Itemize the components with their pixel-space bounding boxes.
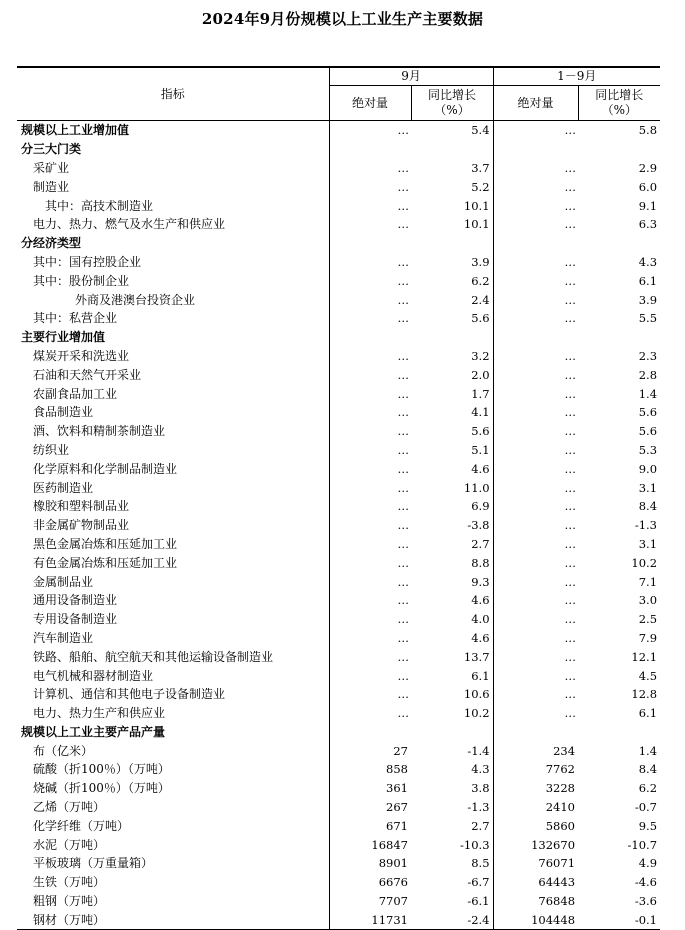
table-row xyxy=(17,328,660,347)
sep-absolute-cell: 16847 xyxy=(329,835,411,854)
jansep-absolute-cell: … xyxy=(493,459,578,478)
table-row xyxy=(17,572,660,591)
jansep-yoy-cell: 4.9 xyxy=(638,856,658,871)
table-row xyxy=(17,215,660,234)
jansep-absolute-cell: … xyxy=(493,535,578,554)
row-label: 乙烯（万吨） xyxy=(33,800,106,815)
jansep-yoy-cell: 9.5 xyxy=(638,818,658,833)
table-row xyxy=(17,591,660,610)
sep-yoy-cell: 3.2 xyxy=(471,348,490,363)
jansep-absolute-cell: 76848 xyxy=(493,892,578,911)
sep-yoy-cell: 6.9 xyxy=(471,499,490,514)
sep-absolute-cell: … xyxy=(329,253,411,272)
row-label: 有色金属冶炼和压延加工业 xyxy=(33,555,178,570)
row-label: 粗钢（万吨） xyxy=(33,894,106,909)
jansep-absolute-cell: … xyxy=(493,647,578,666)
row-label: 纺织业 xyxy=(33,442,70,457)
sep-absolute-cell: … xyxy=(329,553,411,572)
jansep-yoy-header: 同比增长 （%） xyxy=(578,86,660,121)
sep-absolute-cell: … xyxy=(329,365,411,384)
sep-absolute-cell: … xyxy=(329,666,411,685)
sep-yoy-cell: 8.5 xyxy=(471,856,490,871)
row-label: 煤炭开采和洗选业 xyxy=(33,348,130,363)
sep-yoy-cell: 6.1 xyxy=(471,668,490,683)
sep-absolute-cell: … xyxy=(329,610,411,629)
jansep-yoy-cell: 7.9 xyxy=(638,630,658,645)
jansep-yoy-cell: 12.1 xyxy=(631,649,658,664)
jansep-yoy-cell: 3.9 xyxy=(638,292,658,307)
sep-absolute-cell: … xyxy=(329,704,411,723)
jansep-yoy-cell: 3.1 xyxy=(638,536,658,551)
sep-absolute-cell xyxy=(329,723,411,742)
row-label: 布（亿米） xyxy=(33,743,94,758)
jansep-yoy-cell: 2.5 xyxy=(638,612,658,627)
jansep-yoy-cell: 5.6 xyxy=(638,405,658,420)
jansep-absolute-cell: … xyxy=(493,365,578,384)
sep-yoy-cell xyxy=(411,234,493,253)
table-row xyxy=(17,271,660,290)
row-label: 外商及港澳台投资企业 xyxy=(75,292,196,307)
row-label: 酒、饮料和精制茶制造业 xyxy=(33,424,166,439)
sep-yoy-cell: 3.7 xyxy=(471,160,490,175)
row-label: 橡胶和塑料制品业 xyxy=(33,499,130,514)
sep-absolute-header: 绝对量 xyxy=(329,86,411,121)
row-label: 其中：股份制企业 xyxy=(33,273,130,288)
jansep-yoy-cell xyxy=(578,234,660,253)
table-row xyxy=(17,140,660,159)
jansep-absolute-cell: … xyxy=(493,478,578,497)
sep-yoy-cell: 2.4 xyxy=(471,292,490,307)
row-label: 黑色金属冶炼和压延加工业 xyxy=(33,536,178,551)
table-row xyxy=(17,873,660,892)
jansep-absolute-cell: 2410 xyxy=(493,798,578,817)
table-row xyxy=(17,910,660,929)
sep-absolute-cell: 6676 xyxy=(329,873,411,892)
jansep-yoy-cell: 9.1 xyxy=(638,198,658,213)
jansep-yoy-cell: 5.6 xyxy=(638,424,658,439)
row-label: 水泥（万吨） xyxy=(33,837,106,852)
jansep-yoy-cell: -0.7 xyxy=(634,800,658,815)
sep-yoy-cell: 2.7 xyxy=(471,536,490,551)
table-row xyxy=(17,629,660,648)
row-label: 通用设备制造业 xyxy=(33,593,118,608)
table-row xyxy=(17,422,660,441)
jansep-absolute-cell: … xyxy=(493,403,578,422)
sep-yoy-cell: 10.1 xyxy=(463,198,490,213)
sep-absolute-cell: … xyxy=(329,629,411,648)
table-row xyxy=(17,478,660,497)
jansep-absolute-cell: … xyxy=(493,159,578,178)
row-label: 规模以上工业增加值 xyxy=(21,123,130,138)
sep-yoy-cell: 5.6 xyxy=(471,311,490,326)
row-label: 计算机、通信和其他电子设备制造业 xyxy=(33,687,226,702)
sep-absolute-cell: … xyxy=(329,159,411,178)
table-row xyxy=(17,685,660,704)
sep-yoy-cell: 6.2 xyxy=(471,273,490,288)
jansep-absolute-cell: 3228 xyxy=(493,779,578,798)
sep-absolute-cell: … xyxy=(329,497,411,516)
jansep-absolute-cell: … xyxy=(493,553,578,572)
jansep-absolute-cell: 104448 xyxy=(493,910,578,929)
sep-absolute-cell xyxy=(329,328,411,347)
row-label: 专用设备制造业 xyxy=(33,612,118,627)
sep-yoy-cell: 4.3 xyxy=(471,762,490,777)
sep-absolute-cell: 361 xyxy=(329,779,411,798)
sep-yoy-cell: 10.6 xyxy=(463,687,490,702)
jansep-yoy-cell: -0.1 xyxy=(578,910,660,929)
table-row xyxy=(17,403,660,422)
sep-yoy-cell: 11.0 xyxy=(463,480,490,495)
sep-absolute-cell: … xyxy=(329,647,411,666)
jansep-absolute-cell: … xyxy=(493,685,578,704)
jansep-absolute-cell: 64443 xyxy=(493,873,578,892)
jansep-yoy-cell: 1.4 xyxy=(638,743,658,758)
table-row xyxy=(17,741,660,760)
row-label: 电气机械和器材制造业 xyxy=(33,668,154,683)
jansep-yoy-cell: -3.6 xyxy=(634,894,658,909)
sep-absolute-cell: 671 xyxy=(329,816,411,835)
jansep-yoy-cell: 5.5 xyxy=(638,311,658,326)
table-row xyxy=(17,610,660,629)
sep-absolute-cell: 8901 xyxy=(329,854,411,873)
sep-yoy-cell: -1.4 xyxy=(467,743,490,758)
jansep-absolute-cell: … xyxy=(493,572,578,591)
row-label: 钢材（万吨） xyxy=(17,910,329,929)
jansep-absolute-cell xyxy=(493,234,578,253)
jansep-yoy-cell: 10.2 xyxy=(631,555,658,570)
sep-yoy-cell: 10.2 xyxy=(463,706,490,721)
jansep-yoy-cell: 2.9 xyxy=(638,160,658,175)
sep-yoy-cell: -6.7 xyxy=(467,875,490,890)
row-label: 规模以上工业主要产品产量 xyxy=(21,724,166,739)
table-row xyxy=(17,384,660,403)
jansep-absolute-cell: … xyxy=(493,666,578,685)
sep-yoy-cell: 2.7 xyxy=(471,818,490,833)
table-row xyxy=(17,234,660,253)
jansep-yoy-cell: 3.0 xyxy=(638,593,658,608)
row-label: 化学原料和化学制品制造业 xyxy=(33,461,178,476)
row-label: 非金属矿物制品业 xyxy=(33,518,130,533)
sep-yoy-cell: 10.1 xyxy=(463,217,490,232)
sep-absolute-cell: 267 xyxy=(329,798,411,817)
table-row xyxy=(17,516,660,535)
row-label: 制造业 xyxy=(33,179,70,194)
sep-absolute-cell: 858 xyxy=(329,760,411,779)
table-row xyxy=(17,816,660,835)
jansep-absolute-cell: … xyxy=(493,497,578,516)
jansep-yoy-cell: 7.1 xyxy=(638,574,658,589)
row-label: 医药制造业 xyxy=(33,480,94,495)
jansep-absolute-cell: … xyxy=(493,309,578,328)
sep-absolute-cell: … xyxy=(329,591,411,610)
jansep-yoy-cell: 4.5 xyxy=(638,668,658,683)
row-label: 主要行业增加值 xyxy=(21,330,106,345)
jansep-yoy-cell: 6.2 xyxy=(638,781,658,796)
table-row xyxy=(17,459,660,478)
sep-yoy-cell: 4.6 xyxy=(471,630,490,645)
row-label: 其中：私营企业 xyxy=(33,311,118,326)
sep-absolute-cell: … xyxy=(329,459,411,478)
sep-yoy-cell: 9.3 xyxy=(471,574,490,589)
row-label: 分三大门类 xyxy=(21,142,82,157)
row-label: 分经济类型 xyxy=(21,236,82,251)
jansep-absolute-cell: … xyxy=(493,290,578,309)
jansep-yoy-cell: 6.3 xyxy=(638,217,658,232)
table-row xyxy=(17,760,660,779)
sep-absolute-cell: … xyxy=(329,309,411,328)
jansep-yoy-cell: -10.7 xyxy=(627,837,658,852)
sep-absolute-cell: … xyxy=(329,572,411,591)
table-row xyxy=(17,441,660,460)
sep-yoy-cell: 2.0 xyxy=(471,367,490,382)
jansep-yoy-cell: 12.8 xyxy=(631,687,658,702)
sep-absolute-cell: … xyxy=(329,422,411,441)
table-row xyxy=(17,723,660,742)
sep-absolute-cell: 7707 xyxy=(329,892,411,911)
sep-absolute-cell: … xyxy=(329,516,411,535)
jansep-absolute-cell: … xyxy=(493,215,578,234)
row-label: 平板玻璃（万重量箱） xyxy=(33,856,154,871)
table-row xyxy=(17,835,660,854)
jansep-absolute-cell: … xyxy=(493,196,578,215)
jansep-yoy-cell: 5.8 xyxy=(638,123,658,138)
sep-absolute-cell: 27 xyxy=(329,741,411,760)
jansep-absolute-cell: … xyxy=(493,704,578,723)
table-row xyxy=(17,253,660,272)
table-body xyxy=(17,121,660,930)
table-row xyxy=(17,159,660,178)
sep-yoy-cell xyxy=(411,328,493,347)
row-label: 硫酸（折100％）（万吨） xyxy=(33,762,170,777)
jansep-absolute-cell: … xyxy=(493,347,578,366)
jansep-absolute-cell: … xyxy=(493,591,578,610)
sep-yoy-cell: 4.6 xyxy=(471,461,490,476)
sep-absolute-cell: … xyxy=(329,290,411,309)
jansep-absolute-cell xyxy=(493,328,578,347)
jansep-yoy-cell: 8.4 xyxy=(638,762,658,777)
jan-sep-header: 1－9月 xyxy=(493,67,660,86)
row-label: 金属制品业 xyxy=(33,574,94,589)
sep-absolute-cell: … xyxy=(329,384,411,403)
sep-yoy-cell: 5.4 xyxy=(471,123,490,138)
sep-yoy-cell xyxy=(411,723,493,742)
jansep-absolute-cell xyxy=(493,140,578,159)
sep-yoy-cell: 4.6 xyxy=(471,593,490,608)
jansep-absolute-cell: … xyxy=(493,516,578,535)
jansep-yoy-cell xyxy=(578,140,660,159)
sep-yoy-header: 同比增长 （%） xyxy=(411,86,493,121)
sep-absolute-cell: … xyxy=(329,347,411,366)
sep-absolute-cell xyxy=(329,234,411,253)
table-row xyxy=(17,347,660,366)
sep-yoy-cell: 3.9 xyxy=(471,254,490,269)
jansep-absolute-cell xyxy=(493,723,578,742)
sep-absolute-cell: … xyxy=(329,441,411,460)
table-row xyxy=(17,553,660,572)
jansep-absolute-cell: 7762 xyxy=(493,760,578,779)
sep-absolute-cell: … xyxy=(329,215,411,234)
row-label: 电力、热力生产和供应业 xyxy=(33,706,166,721)
sep-yoy-cell: 5.2 xyxy=(471,179,490,194)
jansep-absolute-cell: … xyxy=(493,422,578,441)
jansep-absolute-cell: 234 xyxy=(493,741,578,760)
table-row xyxy=(17,892,660,911)
jansep-yoy-cell: 6.1 xyxy=(638,273,658,288)
row-label: 电力、热力、燃气及水生产和供应业 xyxy=(33,217,226,232)
sep-yoy-cell: 4.0 xyxy=(471,612,490,627)
jansep-yoy-cell: -4.6 xyxy=(634,875,658,890)
sep-yoy-cell: -10.3 xyxy=(460,837,490,852)
sep-yoy-cell: 3.8 xyxy=(471,781,490,796)
sep-absolute-cell: 11731 xyxy=(329,910,411,929)
sep-yoy-cell: 1.7 xyxy=(471,386,490,401)
sep-absolute-cell: … xyxy=(329,478,411,497)
table-row xyxy=(17,798,660,817)
jansep-absolute-cell: … xyxy=(493,384,578,403)
sep-yoy-cell: 13.7 xyxy=(463,649,490,664)
jansep-yoy-cell: 9.0 xyxy=(638,461,658,476)
sep-yoy-cell: 5.1 xyxy=(471,442,490,457)
jansep-yoy-cell: -1.3 xyxy=(634,518,658,533)
jansep-yoy-cell: 6.0 xyxy=(638,179,658,194)
sep-yoy-cell: 8.8 xyxy=(471,555,490,570)
sep-absolute-cell xyxy=(329,140,411,159)
table-row xyxy=(17,177,660,196)
sep-yoy-cell: -1.3 xyxy=(467,800,490,815)
table-row xyxy=(17,779,660,798)
jansep-absolute-header: 绝对量 xyxy=(493,86,578,121)
jansep-yoy-cell xyxy=(578,328,660,347)
table-row xyxy=(17,290,660,309)
sep-absolute-cell: … xyxy=(329,403,411,422)
sep-absolute-cell: … xyxy=(329,271,411,290)
table-row xyxy=(17,365,660,384)
sep-yoy-cell: -3.8 xyxy=(467,518,490,533)
jansep-yoy-cell: 6.1 xyxy=(638,706,658,721)
jansep-absolute-cell: … xyxy=(493,121,578,140)
jansep-yoy-cell xyxy=(578,723,660,742)
sep-yoy-cell: 5.6 xyxy=(471,424,490,439)
row-label: 其中：高技术制造业 xyxy=(45,198,154,213)
table-row xyxy=(17,121,660,140)
table-row xyxy=(17,647,660,666)
jansep-absolute-cell: … xyxy=(493,610,578,629)
jansep-absolute-cell: 132670 xyxy=(493,835,578,854)
sep-absolute-cell: … xyxy=(329,685,411,704)
sep-absolute-cell: … xyxy=(329,535,411,554)
table-row xyxy=(17,309,660,328)
indicator-header: 指标 xyxy=(17,67,329,121)
row-label: 采矿业 xyxy=(33,160,70,175)
jansep-yoy-cell: 3.1 xyxy=(638,480,658,495)
table-row xyxy=(17,666,660,685)
jansep-absolute-cell: 76071 xyxy=(493,854,578,873)
jansep-yoy-cell: 8.4 xyxy=(638,499,658,514)
table-row xyxy=(17,497,660,516)
row-label: 食品制造业 xyxy=(33,405,94,420)
row-label: 石油和天然气开采业 xyxy=(33,367,142,382)
sep-yoy-cell: -2.4 xyxy=(411,910,493,929)
data-table xyxy=(17,66,660,930)
jansep-absolute-cell: … xyxy=(493,629,578,648)
september-header: 9月 xyxy=(329,67,493,86)
table-row xyxy=(17,535,660,554)
sep-yoy-cell: 4.1 xyxy=(471,405,490,420)
sep-absolute-cell: … xyxy=(329,121,411,140)
jansep-yoy-cell: 4.3 xyxy=(638,254,658,269)
jansep-yoy-cell: 2.8 xyxy=(638,367,658,382)
jansep-absolute-cell: … xyxy=(493,253,578,272)
row-label: 生铁（万吨） xyxy=(33,875,106,890)
sep-yoy-cell: -6.1 xyxy=(467,894,490,909)
jansep-absolute-cell: … xyxy=(493,271,578,290)
table-row xyxy=(17,196,660,215)
row-label: 农副食品加工业 xyxy=(33,386,118,401)
table-row xyxy=(17,854,660,873)
sep-absolute-cell: … xyxy=(329,177,411,196)
sep-absolute-cell: … xyxy=(329,196,411,215)
page-title: 2024年9月份规模以上工业生产主要数据 xyxy=(201,10,484,28)
row-label: 汽车制造业 xyxy=(33,630,94,645)
jansep-yoy-cell: 1.4 xyxy=(638,386,658,401)
row-label: 铁路、船舶、航空航天和其他运输设备制造业 xyxy=(33,649,274,664)
jansep-absolute-cell: 5860 xyxy=(493,816,578,835)
sep-yoy-cell xyxy=(411,140,493,159)
row-label: 化学纤维（万吨） xyxy=(33,818,130,833)
row-label: 烧碱（折100％）（万吨） xyxy=(33,781,170,796)
jansep-yoy-cell: 5.3 xyxy=(638,442,658,457)
table-row xyxy=(17,704,660,723)
jansep-absolute-cell: … xyxy=(493,441,578,460)
jansep-yoy-cell: 2.3 xyxy=(638,348,658,363)
row-label: 其中：国有控股企业 xyxy=(33,254,142,269)
jansep-absolute-cell: … xyxy=(493,177,578,196)
